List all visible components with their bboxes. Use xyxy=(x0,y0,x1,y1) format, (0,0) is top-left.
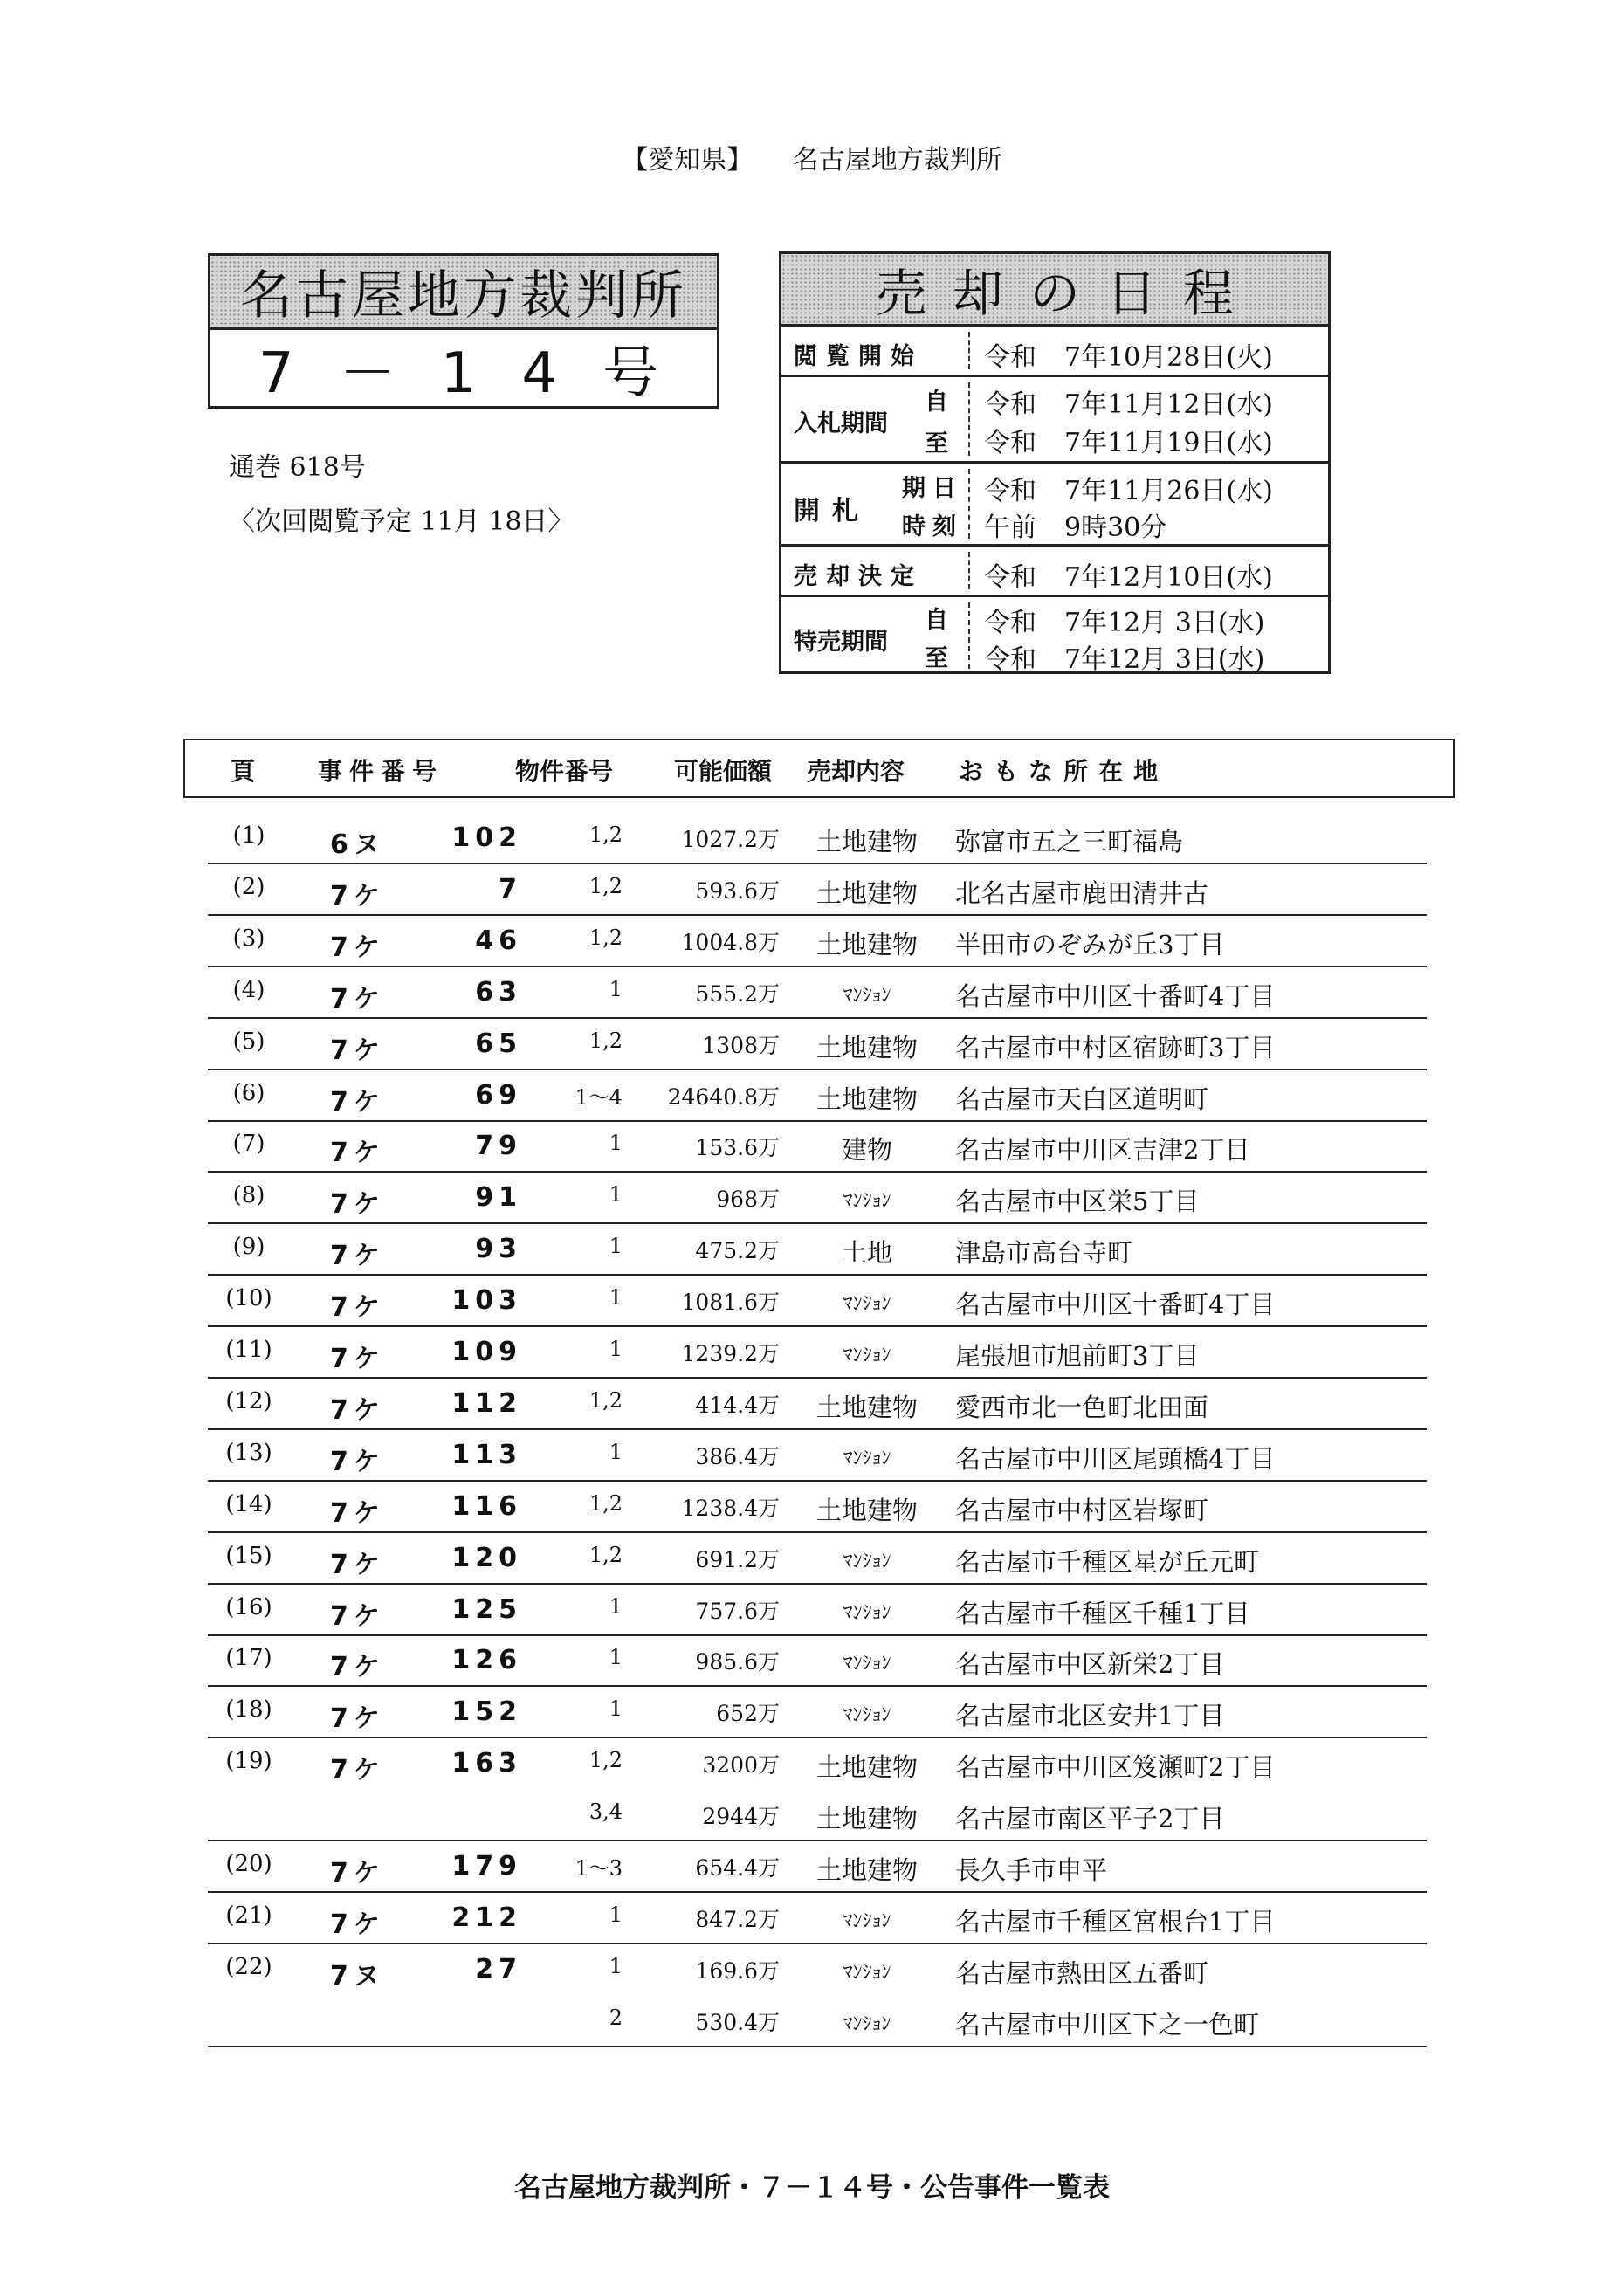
case-page: (4) xyxy=(232,976,265,1003)
case-page: (3) xyxy=(232,925,265,952)
sale-type: 土地建物 xyxy=(815,1032,918,1063)
location: 名古屋市中区新栄2丁目 xyxy=(955,1649,1225,1680)
case-page: (6) xyxy=(232,1079,265,1106)
location: 名古屋市千種区宮根台1丁目 xyxy=(955,1906,1276,1937)
location: 名古屋市南区平子2丁目 xyxy=(955,1804,1225,1834)
item-number: 1 xyxy=(609,1593,623,1619)
table-row xyxy=(208,863,1427,916)
schedule-row-viewing xyxy=(781,327,1328,377)
table-row xyxy=(208,1584,1427,1636)
location: 長久手市申平 xyxy=(955,1855,1108,1885)
table-row xyxy=(208,1070,1427,1122)
sale-type: ﾏﾝｼｮﾝ xyxy=(843,1293,891,1316)
schedule-row-bid-period xyxy=(781,377,1328,464)
case-page: (8) xyxy=(232,1182,265,1209)
case-number: 7ケ 109 xyxy=(330,1337,522,1374)
sale-type: ﾏﾝｼｮﾝ xyxy=(843,1653,891,1675)
price-value: 414.4万 xyxy=(695,1392,780,1418)
table-row xyxy=(208,1481,1427,1533)
item-number: 1 xyxy=(609,1131,623,1156)
table-row xyxy=(208,1737,1427,1788)
case-number: 7ケ 69 xyxy=(330,1079,522,1118)
price-value: 3200万 xyxy=(702,1752,780,1778)
location: 名古屋市中川区笈瀬町2丁目 xyxy=(955,1752,1276,1783)
table-row xyxy=(208,1532,1427,1585)
sale-schedule-box xyxy=(779,251,1331,674)
price-value: 985.6万 xyxy=(695,1649,780,1675)
case-number: 7ケ 7 xyxy=(330,873,522,912)
item-number: 1 xyxy=(609,1439,623,1464)
decision-label: 売却決定 xyxy=(794,563,923,590)
price-value: 555.2万 xyxy=(695,980,780,1007)
opening-date: 令和 7年11月26日(水) xyxy=(984,476,1273,506)
court-name: 名古屋地方裁判所 xyxy=(210,256,717,330)
case-number: 7ケ 112 xyxy=(330,1387,522,1426)
item-number: 1,2 xyxy=(588,1387,623,1413)
sale-type: 土地建物 xyxy=(815,1495,918,1525)
item-number: 2 xyxy=(609,2005,623,2030)
table-row xyxy=(208,1634,1427,1687)
table-row xyxy=(208,1120,1427,1173)
case-page: (18) xyxy=(225,1696,272,1723)
header-location: おもな所在地 xyxy=(959,757,1169,786)
case-page: (13) xyxy=(225,1439,272,1466)
page-footer: 名古屋地方裁判所・７－１４号・公告事件一覧表 xyxy=(514,2172,1110,2204)
sale-type: 土地 xyxy=(841,1238,892,1269)
table-row xyxy=(208,1995,1427,2047)
header-type: 売却内容 xyxy=(807,757,905,786)
table-row xyxy=(208,1275,1427,1327)
special-period-label: 特売期間 自 至 xyxy=(794,607,948,672)
sale-type: 土地建物 xyxy=(815,1084,918,1114)
location: 名古屋市天白区道明町 xyxy=(955,1084,1209,1114)
court-label: 名古屋地方裁判所 xyxy=(792,145,1002,175)
location: 名古屋市中川区吉津2丁目 xyxy=(955,1135,1250,1166)
item-number: 1 xyxy=(609,1182,623,1207)
case-page: (15) xyxy=(225,1542,272,1569)
price-value: 1004.8万 xyxy=(681,929,780,955)
sale-type: 土地建物 xyxy=(815,877,918,908)
opening-time: 午前 9時30分 xyxy=(984,513,1167,543)
location: 弥富市五之三町福島 xyxy=(955,827,1184,857)
price-value: 654.4万 xyxy=(695,1855,780,1881)
item-number: 1 xyxy=(609,976,623,1001)
sale-type: ﾏﾝｼｮﾝ xyxy=(843,1961,891,1984)
price-value: 2944万 xyxy=(702,1804,780,1830)
table-row xyxy=(208,1223,1427,1276)
table-row xyxy=(208,1944,1427,1994)
item-number: 1,2 xyxy=(588,822,623,847)
location: 名古屋市中村区宿跡町3丁目 xyxy=(955,1032,1276,1063)
location: 名古屋市中川区十番町4丁目 xyxy=(955,980,1276,1011)
case-number: 7ケ 163 xyxy=(330,1748,522,1786)
location: 名古屋市中村区岩塚町 xyxy=(955,1495,1209,1525)
special-period-to: 令和 7年12月 3日(水) xyxy=(984,644,1265,675)
case-page: (19) xyxy=(225,1748,272,1775)
price-value: 169.6万 xyxy=(695,1957,780,1984)
item-number: 1 xyxy=(609,1285,623,1311)
case-number: 7ケ 126 xyxy=(330,1645,522,1683)
case-page: (14) xyxy=(225,1490,272,1517)
schedule-row-special-period xyxy=(781,597,1328,674)
price-value: 652万 xyxy=(716,1701,780,1727)
case-number: 7ケ 93 xyxy=(330,1234,522,1272)
item-number: 1,2 xyxy=(588,873,623,898)
schedule-title: 売却の日程 xyxy=(781,254,1328,327)
next-viewing-date: 〈次回閲覧予定 11月 18日〉 xyxy=(229,506,575,537)
schedule-row-decision xyxy=(781,547,1328,597)
case-page: (7) xyxy=(232,1131,265,1158)
opening-label: 開札 期日 時刻 xyxy=(794,475,963,540)
issue-number: 7－14号 xyxy=(258,341,705,406)
case-number: 7ケ 125 xyxy=(330,1593,522,1632)
location: 名古屋市千種区星が丘元町 xyxy=(955,1546,1260,1577)
sale-type: 建物 xyxy=(841,1135,892,1166)
volume-number: 通巻 618号 xyxy=(229,452,366,483)
case-number: 7ケ 116 xyxy=(330,1490,522,1529)
location: 名古屋市中川区尾頭橋4丁目 xyxy=(955,1443,1276,1474)
case-page: (9) xyxy=(232,1234,265,1261)
case-page: (17) xyxy=(225,1645,272,1672)
price-value: 1081.6万 xyxy=(681,1290,780,1316)
case-number: 7ヌ 27 xyxy=(330,1953,522,1992)
price-value: 1027.2万 xyxy=(681,827,780,852)
sale-type: ﾏﾝｼｮﾝ xyxy=(843,984,891,1007)
case-page: (16) xyxy=(225,1593,272,1620)
price-value: 847.2万 xyxy=(695,1906,780,1932)
sale-type: ﾏﾝｼｮﾝ xyxy=(843,1190,891,1213)
case-number: 7ケ 63 xyxy=(330,976,522,1015)
table-row xyxy=(208,915,1427,967)
court-issue-box xyxy=(208,253,719,409)
item-number: 1 xyxy=(609,1234,623,1259)
table-row xyxy=(208,1172,1427,1224)
header-price: 可能価額 xyxy=(674,757,773,786)
case-number: 7ケ 46 xyxy=(330,925,522,963)
case-page: (21) xyxy=(225,1902,272,1929)
sale-type: 土地建物 xyxy=(815,827,918,857)
item-number: 1,2 xyxy=(588,1748,623,1773)
table-row xyxy=(208,1840,1427,1893)
sale-type: ﾏﾝｼｮﾝ xyxy=(843,1909,891,1932)
item-number: 1 xyxy=(609,1337,623,1361)
case-number: 7ケ 152 xyxy=(330,1696,522,1735)
viewing-start-value: 令和 7年10月28日(火) xyxy=(984,342,1273,373)
item-number: 1～3 xyxy=(575,1856,623,1881)
item-number: 1～4 xyxy=(575,1084,623,1110)
page-header xyxy=(0,138,1624,176)
case-page: (1) xyxy=(232,822,265,849)
location: 名古屋市中川区下之一色町 xyxy=(955,2009,1260,2040)
location: 名古屋市中区栄5丁目 xyxy=(955,1187,1200,1217)
case-number: 7ケ 113 xyxy=(330,1439,522,1477)
table-row xyxy=(208,967,1427,1019)
bid-period-from: 令和 7年11月12日(水) xyxy=(984,389,1273,420)
location: 名古屋市熱田区五番町 xyxy=(955,1957,1209,1988)
item-number: 1 xyxy=(609,1953,623,1978)
sale-type: 土地建物 xyxy=(815,1855,918,1885)
location: 名古屋市中川区十番町4丁目 xyxy=(955,1290,1276,1320)
table-header xyxy=(183,739,1455,798)
prefecture-label: 【愛知県】 xyxy=(622,145,754,175)
table-row xyxy=(208,1378,1427,1430)
item-number: 1 xyxy=(609,1902,623,1927)
table-row xyxy=(208,1326,1427,1379)
bid-period-to: 令和 7年11月19日(水) xyxy=(984,428,1273,458)
sale-type: 土地建物 xyxy=(815,929,918,960)
decision-value: 令和 7年12月10日(水) xyxy=(984,562,1273,593)
sale-type: 土地建物 xyxy=(815,1752,918,1783)
price-value: 475.2万 xyxy=(695,1238,780,1264)
case-page: (20) xyxy=(225,1851,272,1877)
item-number: 1 xyxy=(609,1696,623,1722)
sale-type: ﾏﾝｼｮﾝ xyxy=(843,1550,891,1572)
bid-period-label: 入札期間 自 至 xyxy=(794,389,948,458)
case-page: (12) xyxy=(225,1387,272,1414)
special-period-from: 令和 7年12月 3日(水) xyxy=(984,608,1265,638)
sale-type: ﾏﾝｼｮﾝ xyxy=(843,1447,891,1469)
price-value: 153.6万 xyxy=(695,1135,780,1161)
case-number: 7ケ 103 xyxy=(330,1285,522,1324)
case-page: (2) xyxy=(232,873,265,900)
table-row xyxy=(208,1686,1427,1738)
case-number: 7ケ 120 xyxy=(330,1542,522,1580)
case-page: (22) xyxy=(225,1953,272,1980)
header-case: 事件番号 xyxy=(318,757,444,786)
table-row xyxy=(208,1429,1427,1482)
sale-type: 土地建物 xyxy=(815,1804,918,1834)
case-page: (5) xyxy=(232,1028,265,1055)
price-value: 1238.4万 xyxy=(681,1495,780,1521)
location: 愛西市北一色町北田面 xyxy=(955,1392,1209,1422)
price-value: 530.4万 xyxy=(695,2009,780,2035)
sale-type: ﾏﾝｼｮﾝ xyxy=(843,1345,891,1366)
price-value: 1308万 xyxy=(702,1032,780,1058)
schedule-row-opening xyxy=(781,464,1328,547)
location: 北名古屋市鹿田清井古 xyxy=(955,877,1209,908)
sale-type: 土地建物 xyxy=(815,1392,918,1422)
price-value: 1239.2万 xyxy=(681,1341,780,1366)
location: 半田市のぞみが丘3丁目 xyxy=(955,929,1225,960)
sale-type: ﾏﾝｼｮﾝ xyxy=(843,1601,891,1624)
location: 尾張旭市旭前町3丁目 xyxy=(955,1341,1200,1371)
item-number: 1,2 xyxy=(588,1542,623,1567)
sale-type: ﾏﾝｼｮﾝ xyxy=(843,2012,891,2035)
location: 名古屋市北区安井1丁目 xyxy=(955,1701,1225,1731)
sale-type: ﾏﾝｼｮﾝ xyxy=(843,1704,891,1727)
item-number: 1,2 xyxy=(588,925,623,950)
price-value: 24640.8万 xyxy=(667,1084,780,1110)
viewing-start-label: 閲覧開始 xyxy=(794,343,923,370)
header-page: 頁 xyxy=(231,757,256,786)
case-number: 6ヌ 102 xyxy=(330,822,522,860)
price-value: 691.2万 xyxy=(695,1546,780,1572)
price-value: 593.6万 xyxy=(695,877,780,904)
case-number: 7ケ 179 xyxy=(330,1851,522,1889)
location: 津島市高台寺町 xyxy=(955,1238,1133,1269)
table-row xyxy=(208,1018,1427,1070)
case-page: (10) xyxy=(225,1285,272,1312)
item-number: 1 xyxy=(609,1645,623,1670)
case-page: (11) xyxy=(225,1337,272,1363)
case-number: 7ケ 91 xyxy=(330,1182,522,1221)
header-item: 物件番号 xyxy=(515,757,614,786)
item-number: 1,2 xyxy=(588,1028,623,1053)
case-number: 7ケ 79 xyxy=(330,1131,522,1169)
item-number: 3,4 xyxy=(588,1799,623,1825)
table-row xyxy=(208,812,1427,864)
price-value: 968万 xyxy=(716,1187,780,1213)
table-row xyxy=(208,1789,1427,1841)
case-number: 7ケ 212 xyxy=(330,1902,522,1940)
location: 名古屋市千種区千種1丁目 xyxy=(955,1598,1250,1628)
item-number: 1,2 xyxy=(588,1490,623,1516)
table-row xyxy=(208,1892,1427,1944)
price-value: 386.4万 xyxy=(695,1443,780,1469)
case-number: 7ケ 65 xyxy=(330,1028,522,1066)
price-value: 757.6万 xyxy=(695,1598,780,1624)
